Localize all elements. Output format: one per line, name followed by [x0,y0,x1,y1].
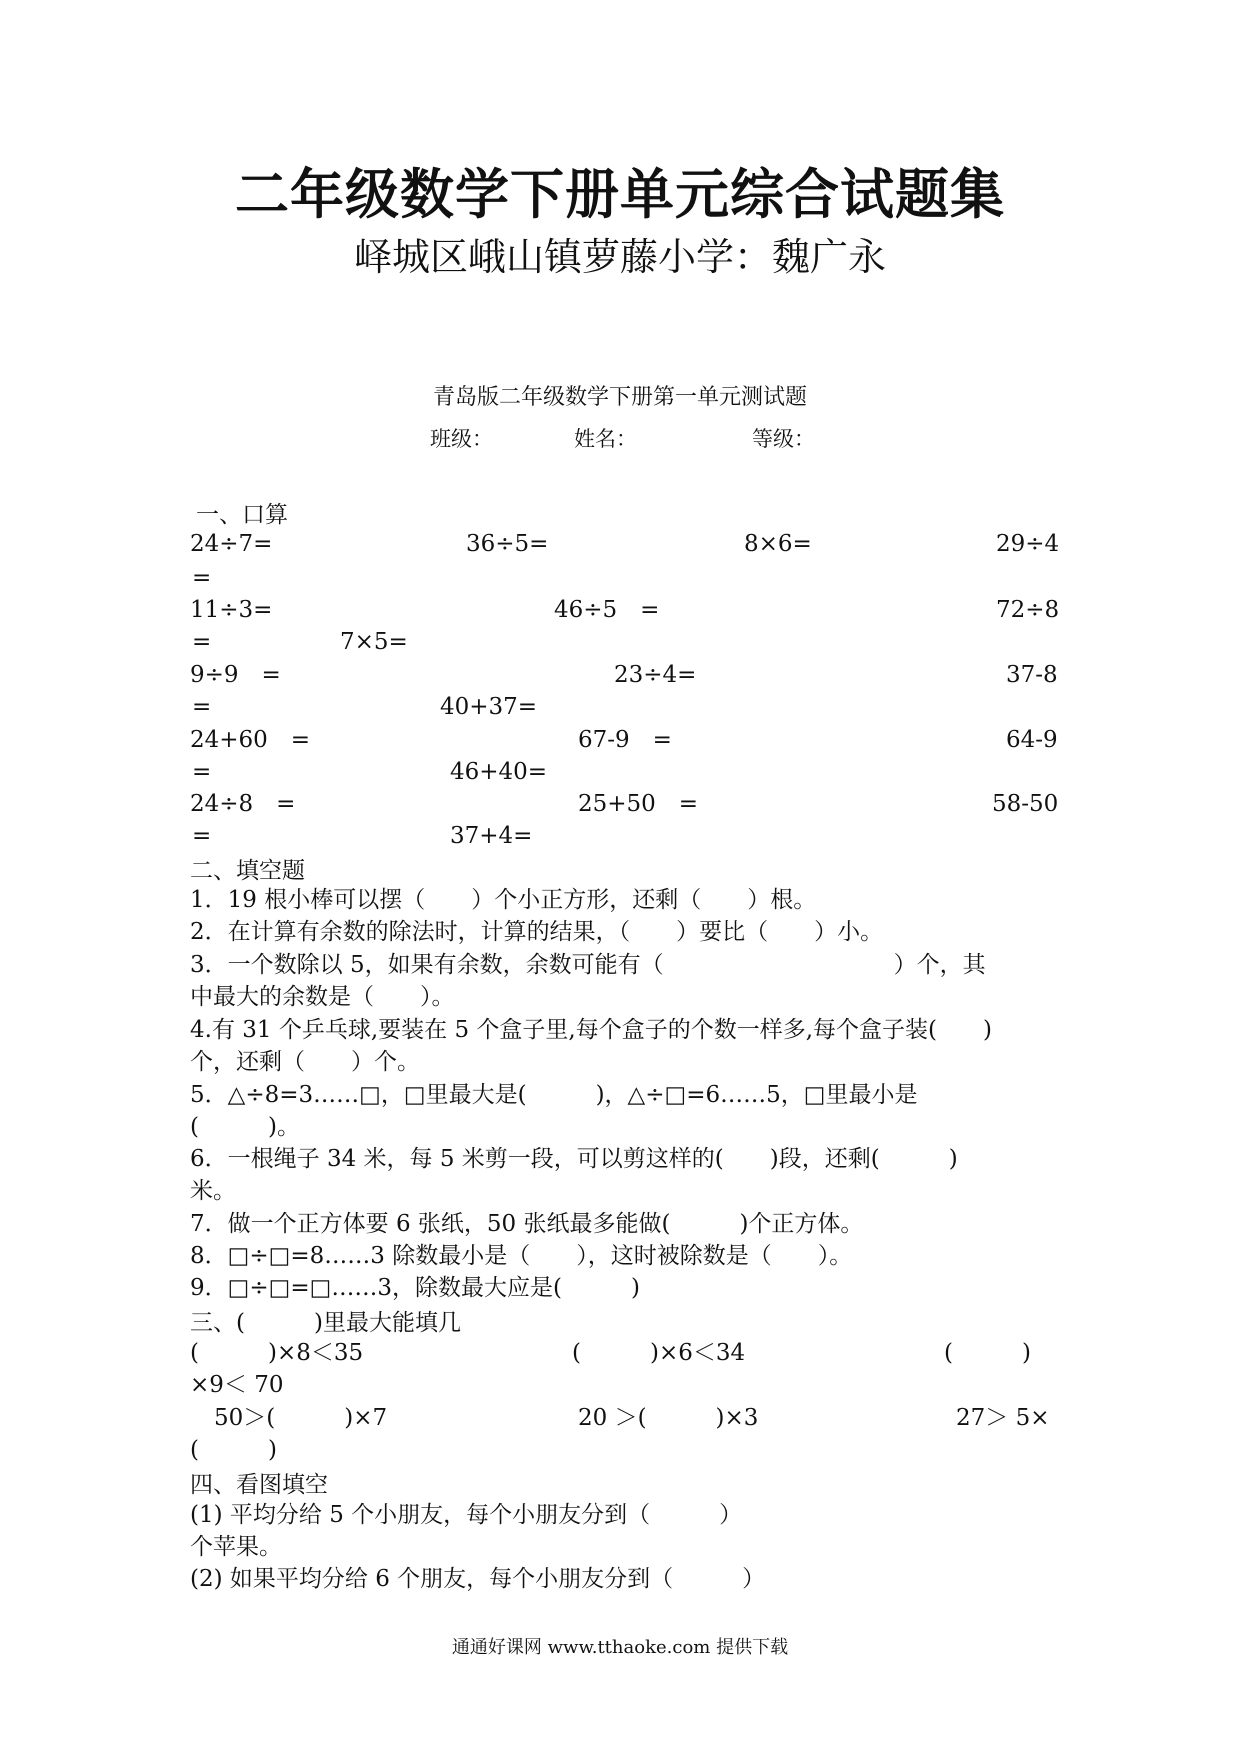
author-subtitle: 峄城区峨山镇萝藤小学：魏广永 [353,235,886,279]
question-line: ( )。 [190,1114,300,1140]
calc-item: 9÷9 = [190,662,281,688]
calc-item: = [192,823,212,849]
footer-credit: 通通好课网 www.tthaoke.com 提供下载 [451,1637,789,1658]
calc-item: 24+60 = [190,727,311,753]
question-line: 2．在计算有余数的除法时，计算的结果，（ ）要比（ ）小。 [190,919,884,945]
calc-item: 64-9 [1006,727,1058,753]
inequality-item: ( )×8＜35 [190,1340,364,1366]
calc-item: 7×5= [340,629,408,655]
question-line: 个，还剩（ ）个。 [190,1049,420,1075]
calc-item: 29÷4 [996,531,1060,557]
calc-item: 46÷5 = [554,597,660,623]
question-line: 8．□÷□=8……3 除数最小是（ ），这时被除数是（ ）。 [190,1243,853,1269]
calc-item: 24÷7= [190,531,273,557]
section-heading-picture-fill: 四、看图填空 [190,1472,328,1498]
calc-item: 36÷5= [466,531,549,557]
calc-item: 72÷8 [996,597,1060,623]
calc-item: = [192,629,212,655]
name-field-label: 姓名： [574,427,637,451]
test-title: 青岛版二年级数学下册第一单元测试题 [432,385,807,410]
section-heading-max-fill: 三、( )里最大能填几 [190,1310,461,1336]
inequality-item: ×9＜ 70 [190,1372,284,1398]
inequality-item: ( ) [190,1437,277,1463]
question-line: 个苹果。 [190,1534,282,1560]
question-line: (2) 如果平均分给 6 个朋友，每个小朋友分到（ ） [190,1566,766,1592]
calc-item: 58-50 [992,791,1059,817]
section-heading-oral-calc: 一、口算 [196,502,288,528]
inequality-item: ( )×6＜34 [572,1340,746,1366]
inequality-item: 20 ＞( )×3 [578,1405,759,1431]
calc-item: 67-9 = [578,727,672,753]
question-line: 5．△÷8=3……□，□里最大是( )，△÷□=6……5，□里最小是 [190,1082,918,1108]
calc-item: 24÷8 = [190,791,296,817]
inequality-item: 27＞ 5× [956,1405,1050,1431]
calc-item: 25+50 = [578,791,699,817]
inequality-item: 50＞( )×7 [214,1405,388,1431]
calc-item: 8×6= [744,531,812,557]
calc-item: = [192,759,212,785]
question-line: (1) 平均分给 5 个小朋友，每个小朋友分到（ ） [190,1502,743,1528]
question-line: 1．19 根小棒可以摆（ ）个小正方形，还剩（ ）根。 [190,887,817,913]
calc-item: 37+4= [450,823,533,849]
calc-item: = [192,565,212,591]
question-line: 3．一个数除以 5，如果有余数，余数可能有（ ）个，其 [190,952,986,978]
calc-item: = [192,694,212,720]
calc-item: 46+40= [450,759,548,785]
question-line: 7．做一个正方体要 6 张纸，50 张纸最多能做( )个正方体。 [190,1211,864,1237]
class-field-label: 班级： [430,427,493,451]
question-line: 米。 [190,1178,236,1204]
question-line: 4.有 31 个乒乓球,要装在 5 个盒子里,每个盒子的个数一样多,每个盒子装( ) [190,1017,992,1043]
section-heading-fill-blank: 二、填空题 [190,858,305,884]
inequality-item: ( ) [944,1340,1031,1366]
question-line: 中最大的余数是（ ）。 [190,984,455,1010]
question-line: 6．一根绳子 34 米，每 5 米剪一段，可以剪这样的( )段，还剩( ) [190,1146,958,1172]
question-line: 9．□÷□=□……3，除数最大应是( ) [190,1275,640,1301]
calc-item: 40+37= [440,694,538,720]
document-title: 二年级数学下册单元综合试题集 [235,163,1005,226]
calc-item: 11÷3= [190,597,273,623]
grade-field-label: 等级： [752,427,815,451]
calc-item: 37-8 [1006,662,1058,688]
calc-item: 23÷4= [614,662,697,688]
